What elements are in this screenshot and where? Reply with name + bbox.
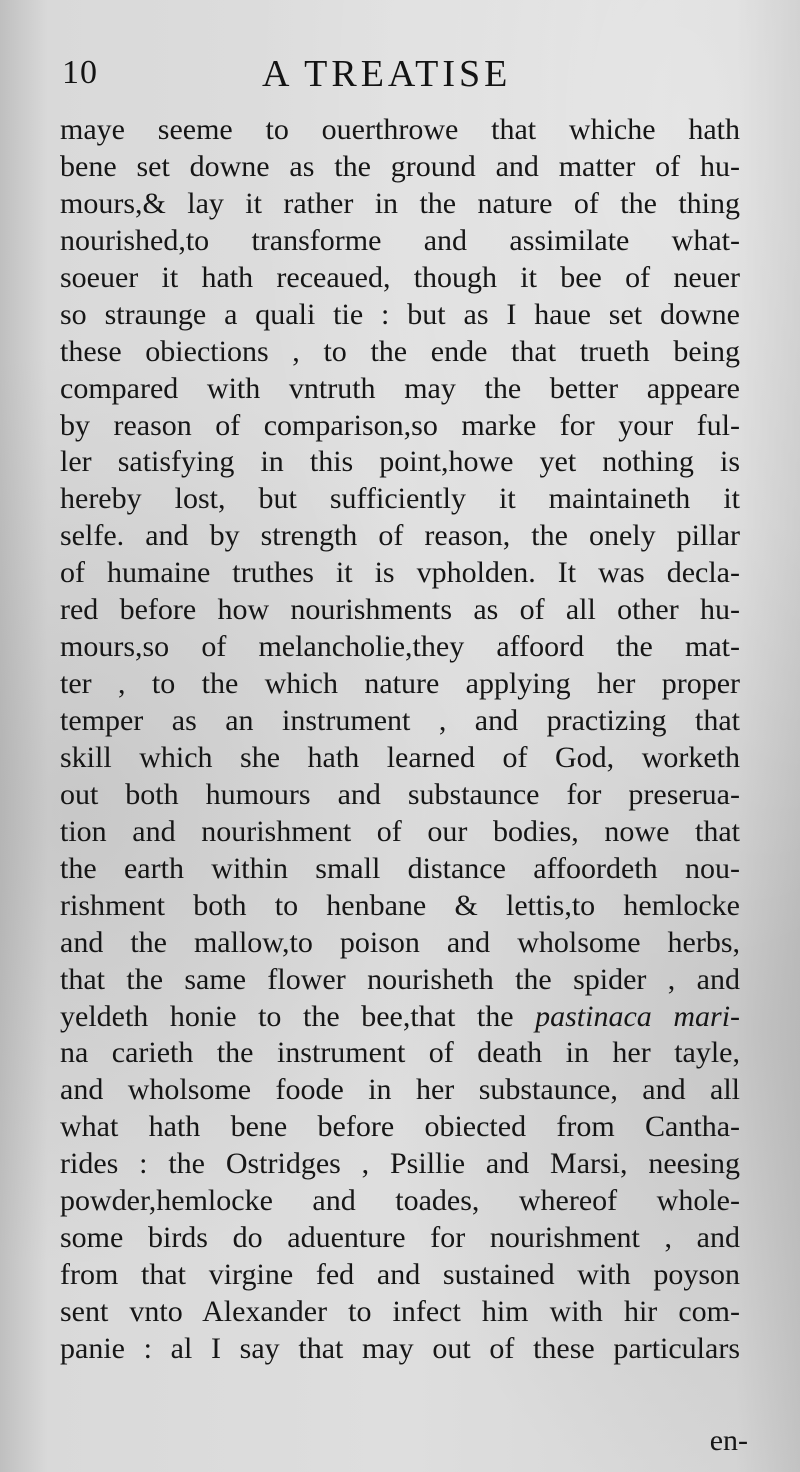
text-line: these obiections , to the ende that trueth being bbox=[60, 334, 740, 368]
catchword: en- bbox=[709, 1424, 748, 1457]
text-line: selfe. and by strength of reason, the onely pillar bbox=[60, 519, 740, 553]
text-line: skill which she hath learned of God, worketh bbox=[60, 740, 740, 774]
body-text bbox=[60, 112, 740, 1368]
text-line: mours,so of melancholie,they affoord the mat- bbox=[60, 630, 740, 664]
text-line: red before how nourishments as of all other hu- bbox=[60, 593, 740, 627]
text-line: from that virgine fed and sustained with poyson bbox=[60, 1258, 740, 1292]
text-line: soeuer it hath receaued, though it bee of neuer bbox=[60, 260, 740, 294]
text-line: nourished,to transforme and assimilate what- bbox=[60, 223, 740, 257]
page-number: 10 bbox=[62, 54, 98, 91]
line-text: yeldeth honie to the bee,that the bbox=[60, 999, 514, 1033]
text-line: compared with vntruth may the better appeare bbox=[60, 371, 740, 405]
text-line: maye seeme to ouerthrowe that whiche hath bbox=[60, 113, 740, 146]
text-line: out both humours and substaunce for preserua- bbox=[60, 777, 740, 811]
page-header bbox=[58, 48, 748, 104]
text-line: rides : the Ostridges , Psillie and Marsi, neesing bbox=[60, 1147, 740, 1181]
text-line: rishment both to henbane & lettis,to hemlocke bbox=[60, 888, 740, 922]
text-line: what hath bene before obiected from Cantha- bbox=[60, 1110, 740, 1144]
text-line: so straunge a quali tie : but as I haue set downe bbox=[60, 297, 740, 331]
text-line: by reason of comparison,so marke for your ful- bbox=[60, 408, 740, 442]
text-line: panie : al I say that may out of these particulars bbox=[60, 1331, 740, 1365]
text-line: hereby lost, but sufficiently it maintaineth it bbox=[60, 482, 740, 516]
text-line-with-italic bbox=[60, 999, 740, 1036]
italic-phrase: pastinaca mari- bbox=[535, 999, 741, 1033]
running-head: A TREATISE bbox=[262, 53, 512, 95]
text-line: mours,& lay it rather in the nature of the thing bbox=[60, 186, 740, 220]
text-line: of humaine truthes it is vpholden. It was decla- bbox=[60, 556, 740, 590]
text-line: bene set downe as the ground and matter of hu- bbox=[60, 149, 740, 183]
text-line: some birds do aduenture for nourishment , and bbox=[60, 1221, 740, 1255]
text-line: tion and nourishment of our bodies, nowe that bbox=[60, 814, 740, 848]
text-line: and the mallow,to poison and wholsome herbs, bbox=[60, 925, 740, 959]
text-line: ter , to the which nature applying her proper bbox=[60, 667, 740, 701]
text-line: ler satisfying in this point,howe yet nothing is bbox=[60, 445, 740, 479]
text-line: powder,hemlocke and toades, whereof whole- bbox=[60, 1184, 740, 1218]
text-line: the earth within small distance affoordeth nou- bbox=[60, 851, 740, 885]
text-line: that the same flower nourisheth the spider , and bbox=[60, 962, 740, 996]
text-line: temper as an instrument , and practizing that bbox=[60, 704, 740, 737]
text-line: na carieth the instrument of death in her tayle, bbox=[60, 1036, 740, 1070]
text-line: and wholsome foode in her substaunce, and all bbox=[60, 1073, 740, 1107]
text-line: sent vnto Alexander to infect him with hir com- bbox=[60, 1295, 740, 1328]
